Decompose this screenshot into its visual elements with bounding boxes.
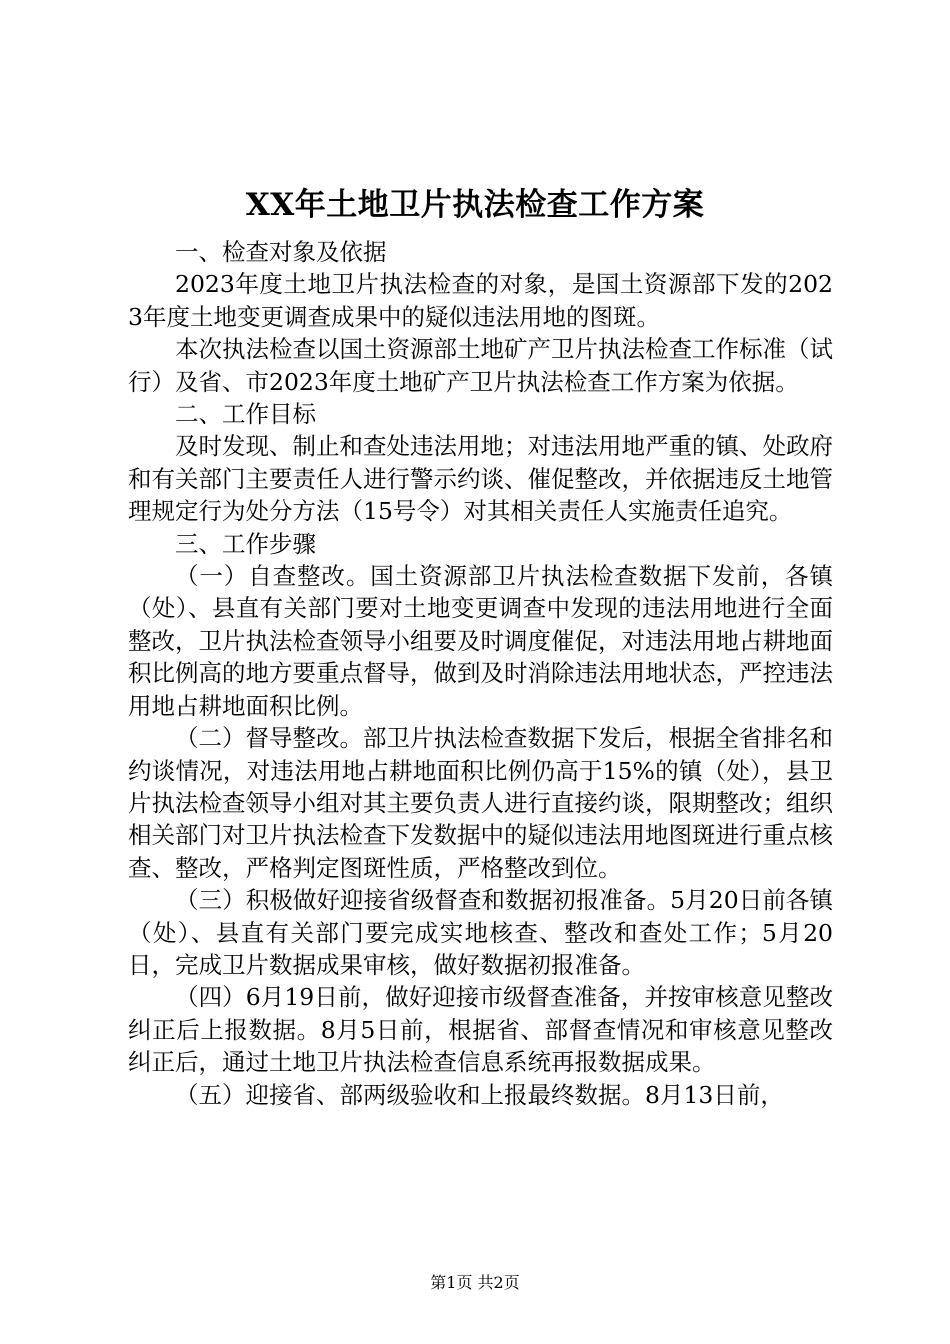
- body-paragraph: （二）督导整改。部卫片执法检查数据下发后，根据全省排名和约谈情况，对违法用地占耕地面积比例仍高于15%的镇（处），县卫片执法检查领导小组对其主要负责人进行直接约谈，限期整改；组织相关部门对卫片执法检查下发数据中的疑似违法用地图斑进行重点核查、整改，严格判定图斑性质，严格整改到位。: [128, 724, 833, 882]
- page-number-footer: 第1页 共2页: [430, 1273, 520, 1292]
- section-heading: 二、工作目标: [175, 400, 316, 429]
- body-paragraph: （五）迎接省、部两级验收和上报最终数据。8月13日前，: [175, 1080, 784, 1109]
- body-paragraph: （三）积极做好迎接省级督查和数据初报准备。5月20日前各镇（处）、县直有关部门要完成实地核查、整改和查处工作；5月20日，完成卫片数据成果审核，做好数据初报准备。: [128, 886, 833, 979]
- document-body: [128, 236, 833, 1111]
- document-title: XX年土地卫片执法检查工作方案: [245, 187, 705, 223]
- body-paragraph: 本次执法检查以国土资源部土地矿产卫片执法检查工作标准（试行）及省、市2023年度土地矿产卫片执法检查工作方案为依据。: [128, 335, 833, 396]
- body-paragraph: 2023年度土地卫片执法检查的对象，是国土资源部下发的2023年度土地变更调查成果中的疑似违法用地的图斑。: [128, 270, 833, 331]
- body-paragraph: （一）自查整改。国土资源部卫片执法检查数据下发前，各镇（处）、县直有关部门要对土地变更调查中发现的违法用地进行全面整改，卫片执法检查领导小组要及时调度催促，对违法用地占耕地面积比例高的地方要重点督导，做到及时消除违法用地状态，严控违法用地占耕地面积比例。: [128, 562, 833, 720]
- body-paragraph: 及时发现、制止和查处违法用地；对违法用地严重的镇、处政府和有关部门主要责任人进行警示约谈、催促整改，并依据违反土地管理规定行为处分方法（15号令）对其相关责任人实施责任追究。: [128, 432, 833, 526]
- section-heading: 一、检查对象及依据: [175, 238, 387, 266]
- section-heading: 三、工作步骤: [175, 529, 316, 558]
- body-paragraph: （四）6月19日前，做好迎接市级督查准备，并按审核意见整改纠正后上报数据。8月5日前，根据省、部督查情况和审核意见整改纠正后，通过土地卫片执法检查信息系统再报数据成果。: [128, 983, 833, 1077]
